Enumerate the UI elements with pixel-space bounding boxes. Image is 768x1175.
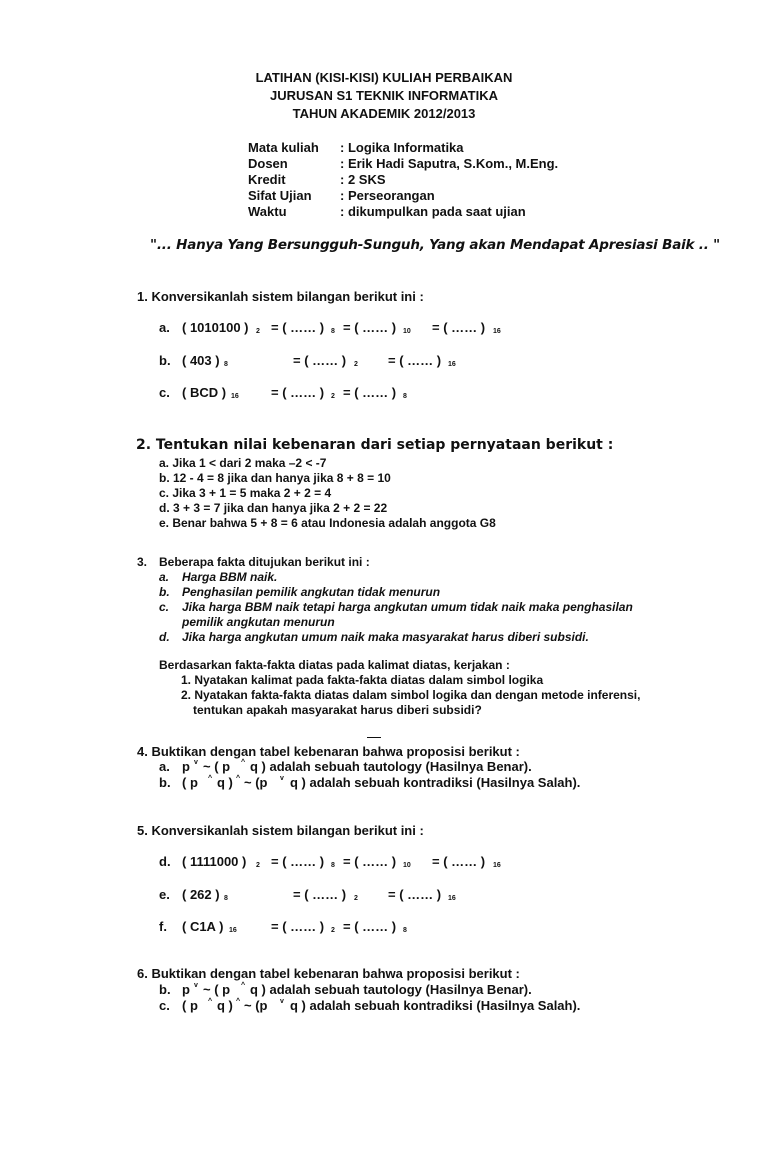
q1b-label: b. <box>159 353 171 368</box>
divider-dash <box>367 737 381 738</box>
info-value-exam-type: : Perseorangan <box>340 188 435 203</box>
q6c-part4: q ) adalah sebuah kontradiksi (Hasilnya Salah). <box>290 998 581 1013</box>
q4b-or-symbol: v <box>280 775 284 782</box>
q5d-value: ( 1111000 ) <box>182 854 247 869</box>
header-line-1: LATIHAN (KISI-KISI) KULIAH PERBAIKAN <box>255 70 513 85</box>
info-value-lecturer: : Erik Hadi Saputra, S.Kom., M.Eng. <box>340 156 559 171</box>
q5d-eq2: = ( …… ) <box>343 854 397 869</box>
q3-fact-b-label: b. <box>159 585 170 599</box>
q3-fact-c-continued: pemilik angkutan menurun <box>182 615 335 629</box>
q5d-base3: 16 <box>493 862 501 869</box>
q1a-base2: 10 <box>403 328 411 335</box>
q4a-part2: ~ ( p <box>203 759 231 774</box>
q6c-label: c. <box>159 998 170 1013</box>
info-label-time: Waktu <box>248 204 287 219</box>
q4b-label: b. <box>159 775 171 790</box>
q6b-or-symbol: v <box>194 982 198 989</box>
q4b-part4: q ) adalah sebuah kontradiksi (Hasilnya Salah). <box>290 775 581 790</box>
q1-title: 1. Konversikanlah sistem bilangan berikut ini : <box>137 289 424 304</box>
q1c-base: 16 <box>231 393 239 400</box>
q3-fact-c: Jika harga BBM naik tetapi harga angkutan umum tidak naik maka penghasilan <box>182 600 633 614</box>
q1c-label: c. <box>159 385 170 400</box>
info-value-time: : dikumpulkan pada saat ujian <box>340 204 526 219</box>
q1b-base: 8 <box>224 361 228 368</box>
q3-task-2: 2. Nyatakan fakta-fakta diatas dalam simbol logika dan dengan metode inferensi, <box>181 688 641 702</box>
q1a-value: ( 1010100 ) <box>182 320 249 335</box>
q1c-base2: 8 <box>403 393 407 400</box>
header-line-3: TAHUN AKADEMIK 2012/2013 <box>292 106 476 121</box>
q4b-and-symbol-1: ^ <box>208 775 213 782</box>
q3-fact-d: Jika harga angkutan umum naik maka masyarakat harus diberi subsidi. <box>182 630 589 644</box>
q6c-and-symbol-1: ^ <box>208 998 213 1005</box>
q3-task-2-continued: tentukan apakah masyarakat harus diberi subsidi? <box>193 703 482 717</box>
q2-item-c: c. Jika 3 + 1 = 5 maka 2 + 2 = 4 <box>159 486 332 500</box>
q3-fact-d-label: d. <box>159 630 170 644</box>
q5e-base: 8 <box>224 895 228 902</box>
q1b-base2: 16 <box>448 361 456 368</box>
q5f-base1: 2 <box>331 927 335 934</box>
q3-task-1: 1. Nyatakan kalimat pada fakta-fakta diatas dalam simbol logika <box>181 673 544 687</box>
q1a-base3: 16 <box>493 328 501 335</box>
q1c-eq2: = ( …… ) <box>343 385 397 400</box>
q4-title: 4. Buktikan dengan tabel kebenaran bahwa proposisi berikut : <box>137 744 520 759</box>
q5f-base2: 8 <box>403 927 407 934</box>
q6b-part3: q ) adalah sebuah tautology (Hasilnya Benar). <box>250 982 532 997</box>
q5d-eq3: = ( …… ) <box>432 854 486 869</box>
q5-title: 5. Konversikanlah sistem bilangan berikut ini : <box>137 823 424 838</box>
q1a-eq1: = ( …… ) <box>271 320 325 335</box>
q4a-p: p <box>182 759 190 774</box>
q1a-base: 2 <box>256 328 260 335</box>
info-label-exam-type: Sifat Ujian <box>248 188 312 203</box>
q5e-base2: 16 <box>448 895 456 902</box>
q4a-or-symbol: v <box>194 759 198 766</box>
q2-item-d: d. 3 + 3 = 7 jika dan hanya jika 2 + 2 = 22 <box>159 501 388 515</box>
q5d-label: d. <box>159 854 171 869</box>
q6c-part1: ( p <box>182 998 198 1013</box>
q5e-value: ( 262 ) <box>182 887 220 902</box>
q5e-label: e. <box>159 887 170 902</box>
q6c-and-symbol-2: ^ <box>236 998 241 1005</box>
q6c-part2: q ) <box>217 998 233 1013</box>
q5f-value: ( C1A ) <box>182 919 224 934</box>
q4b-part3: ~ (p <box>244 775 268 790</box>
q1a-label: a. <box>159 320 170 335</box>
q1a-base1: 8 <box>331 328 335 335</box>
info-label-credit: Kredit <box>248 172 286 187</box>
q5f-label: f. <box>159 919 167 934</box>
info-value-course: : Logika Informatika <box>340 140 464 155</box>
q3-number: 3. <box>137 555 148 569</box>
q1c-value: ( BCD ) <box>182 385 227 400</box>
q1b-eq1: = ( …… ) <box>293 353 347 368</box>
q3-title: Beberapa fakta ditujukan berikut ini : <box>159 555 370 569</box>
q6b-part2: ~ ( p <box>203 982 231 997</box>
q6b-label: b. <box>159 982 171 997</box>
q1c-eq1: = ( …… ) <box>271 385 325 400</box>
q4a-label: a. <box>159 759 170 774</box>
q2-title: 2. Tentukan nilai kebenaran dari setiap pernyataan berikut : <box>136 437 614 453</box>
q5e-eq1: = ( …… ) <box>293 887 347 902</box>
q1c-base1: 2 <box>331 393 335 400</box>
q3-instruction: Berdasarkan fakta-fakta diatas pada kalimat diatas, kerjakan : <box>159 658 510 672</box>
q5f-base: 16 <box>229 927 237 934</box>
q6b-and-symbol: ^ <box>241 982 246 989</box>
q4a-part3: q ) adalah sebuah tautology (Hasilnya Benar). <box>250 759 532 774</box>
q2-item-a: a. Jika 1 < dari 2 maka –2 < -7 <box>159 456 327 470</box>
q4b-part1: ( p <box>182 775 198 790</box>
q4a-and-symbol: ^ <box>241 759 246 766</box>
q3-fact-b: Penghasilan pemilik angkutan tidak menurun <box>182 585 441 599</box>
q3-fact-a-label: a. <box>159 570 170 584</box>
q5f-eq2: = ( …… ) <box>343 919 397 934</box>
q3-fact-a: Harga BBM naik. <box>182 570 278 584</box>
q2-item-e: e. Benar bahwa 5 + 8 = 6 atau Indonesia adalah anggota G8 <box>159 516 496 530</box>
q1b-base1: 2 <box>354 361 358 368</box>
q5d-base2: 10 <box>403 862 411 869</box>
q5d-base1: 8 <box>331 862 335 869</box>
q6c-or-symbol: v <box>280 998 284 1005</box>
q5d-base: 2 <box>256 862 260 869</box>
q5d-eq1: = ( …… ) <box>271 854 325 869</box>
q6b-p: p <box>182 982 190 997</box>
info-value-credit: : 2 SKS <box>340 172 386 187</box>
q4b-part2: q ) <box>217 775 233 790</box>
q2-item-b: b. 12 - 4 = 8 jika dan hanya jika 8 + 8 = 10 <box>159 471 391 485</box>
q5f-eq1: = ( …… ) <box>271 919 325 934</box>
header-line-2: JURUSAN S1 TEKNIK INFORMATIKA <box>270 88 498 103</box>
q6-title: 6. Buktikan dengan tabel kebenaran bahwa proposisi berikut : <box>137 966 520 981</box>
q6c-part3: ~ (p <box>244 998 268 1013</box>
info-label-lecturer: Dosen <box>248 156 288 171</box>
q3-fact-c-label: c. <box>159 600 170 614</box>
q1b-eq2: = ( …… ) <box>388 353 442 368</box>
info-label-course: Mata kuliah <box>248 140 319 155</box>
motivation-quote: "... Hanya Yang Bersungguh-Sunguh, Yang akan Mendapat Apresiasi Baik .. " <box>150 237 721 253</box>
q5e-base1: 2 <box>354 895 358 902</box>
q1a-eq3: = ( …… ) <box>432 320 486 335</box>
q4b-and-symbol-2: ^ <box>236 775 241 782</box>
q5e-eq2: = ( …… ) <box>388 887 442 902</box>
q1a-eq2: = ( …… ) <box>343 320 397 335</box>
q1b-value: ( 403 ) <box>182 353 220 368</box>
